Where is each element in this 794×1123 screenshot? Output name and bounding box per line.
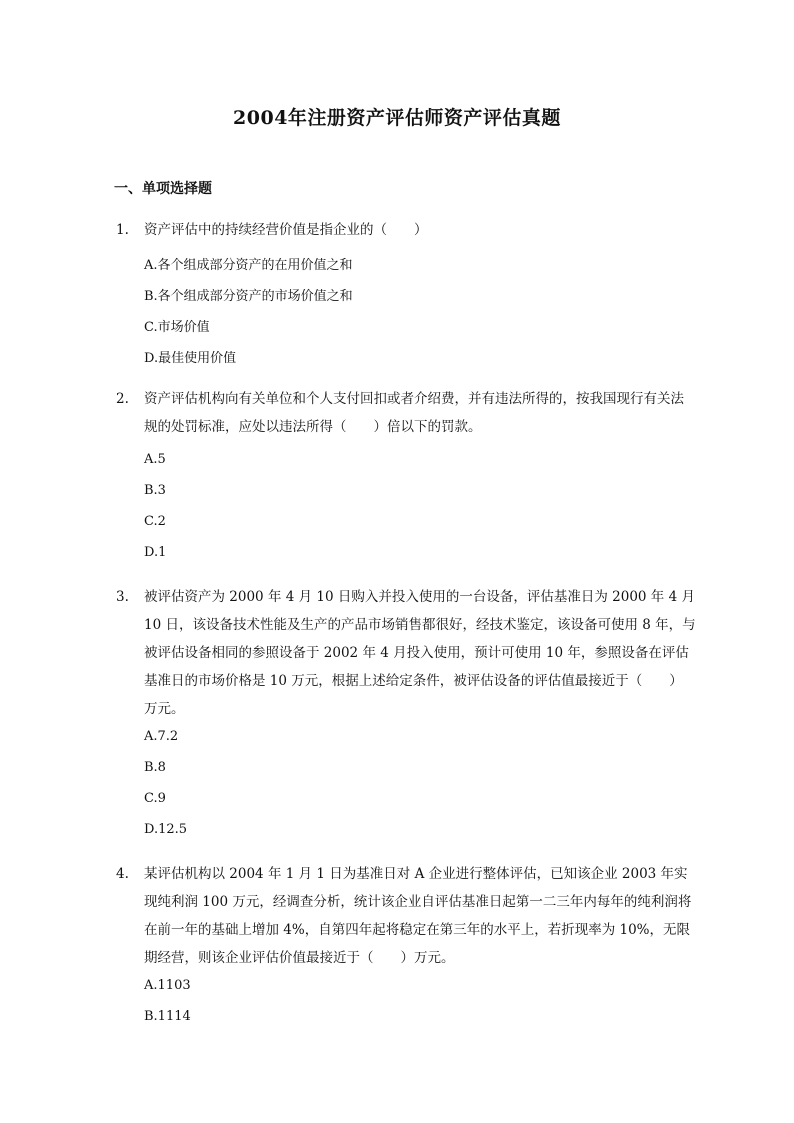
question-text: 某评估机构以 2004 年 1 月 1 日为基准日对 A 企业进行整体评估，已知该企业 2003 年实现纯利润 100 万元，经调查分析，统计该企业自评估基准日起第一二三年内每年的纯利润将在前一年的基础上增加 4%，自第四年起将稳定在第三年的水平上，若折现率为 10%，无限期经营，则该企业评估价值最接近于（ ）万元。 — [144, 866, 692, 966]
question-number: 2. — [116, 391, 129, 407]
question-number: 3. — [116, 589, 129, 605]
question-text: 资产评估机构向有关单位和个人支付回扣或者介绍费，并有违法所得的，按我国现行有关法规的处罚标准，应处以违法所得（ ）倍以下的罚款。 — [144, 391, 684, 435]
question-4 — [116, 866, 696, 972]
option-d: D.12.5 — [144, 822, 188, 837]
question-1 — [116, 222, 696, 244]
section-heading: 一、单项选择题 — [114, 181, 212, 197]
option-b: B.8 — [144, 760, 166, 775]
question-number: 1. — [116, 222, 129, 238]
option-d: D.1 — [144, 545, 167, 560]
option-b: B.各个组成部分资产的市场价值之和 — [144, 289, 353, 304]
question-text: 被评估资产为 2000 年 4 月 10 日购入并投入使用的一台设备，评估基准日为 2000 年 4 月 10 日，该设备技术性能及生产的产品市场销售都很好，经技术鉴定，该设备可使用 8 年，与被评估设备相同的参照设备于 2002 年 4 月投入使用，预计可使用 10 年，参照设备在评估基准日的市场价格是 10 万元，根据上述给定条件，被评估设备的评估值最接近于（ ）万元。 — [144, 589, 696, 717]
option-b: B.3 — [144, 483, 166, 498]
option-a: A.5 — [144, 452, 166, 467]
option-c: C.2 — [144, 514, 166, 529]
question-number: 4. — [116, 866, 129, 882]
option-a: A.1103 — [144, 978, 191, 993]
option-a: A.各个组成部分资产的在用价值之和 — [144, 258, 353, 273]
option-a: A.7.2 — [144, 729, 179, 744]
question-3 — [116, 589, 696, 723]
option-b: B.1114 — [144, 1009, 191, 1024]
question-2 — [116, 391, 696, 441]
option-c: C.9 — [144, 791, 166, 806]
question-text: 资产评估中的持续经营价值是指企业的（ ） — [144, 222, 428, 238]
document-title: 2004年注册资产评估师资产评估真题 — [233, 107, 561, 129]
option-c: C.市场价值 — [144, 320, 210, 335]
option-d: D.最佳使用价值 — [144, 351, 237, 366]
